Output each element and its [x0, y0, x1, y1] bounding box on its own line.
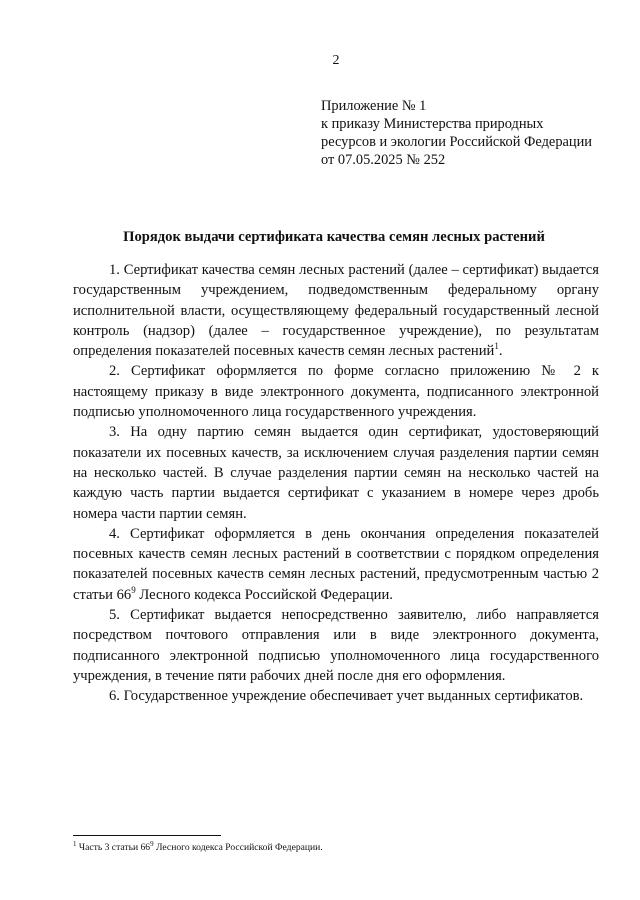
footnote-text: Часть 3 статьи 66	[76, 842, 151, 853]
appendix-line: ресурсов и экологии Российской Федерации	[321, 134, 593, 150]
footnote-divider	[73, 835, 221, 836]
paragraph-tail: Лесного кодекса Российской Федерации.	[135, 586, 393, 603]
paragraph-3: 3. На одну партию семян выдается один сертификат, удостоверяющий показатели их посевных качеств, за исключением случая разделения партии семян на несколько частей. В случае разделения партии семян на несколько частей на каждую часть партии выдается сертификат с указанием в номере через дробь номера части партии семян.	[73, 424, 599, 522]
appendix-header	[321, 97, 621, 169]
footnote-reference: 1	[494, 341, 499, 352]
footnote	[73, 839, 613, 854]
appendix-line: от 07.05.2025 № 252	[321, 152, 446, 168]
paragraph-5: 5. Сертификат выдается непосредственно заявителю, либо направляется посредством почтового отправления или в виде электронного документа, подписанного электронной подписью уполномоченного лица государственного учреждения, в течение пяти рабочих дней после дня его оформления.	[73, 607, 599, 684]
document-title: Порядок выдачи сертификата качества семян лесных растений	[123, 229, 545, 245]
paragraph-text: 1. Сертификат качества семян лесных растений (далее – сертификат) выдается государственным учреждением, подведомственным федеральному органу исполнительной власти, осуществляющему федеральный государственный лесной контроль (надзор) (далее – государственное учреждение), по результатам определения показателей посевных качеств семян лесных растений	[73, 262, 599, 360]
paragraph-1	[73, 260, 599, 361]
footnote-mark: 1	[73, 839, 77, 848]
paragraph-2: 2. Сертификат оформляется по форме согласно приложению № 2 к настоящему приказу в виде электронного документа, подписанного электронной подписью уполномоченного лица государственного учреждения.	[73, 363, 599, 421]
paragraph-text: 4. Сертификат оформляется в день окончания определения показателей посевных качеств семян лесных растений в соответствии с порядком определения показателей посевных качеств семян лесных растений, предусмотренным частью 2 статьи 66	[73, 525, 599, 603]
paragraph-tail: .	[498, 343, 503, 360]
article-superscript: 9	[131, 584, 136, 595]
paragraph-4	[73, 524, 599, 605]
paragraph-6: 6. Государственное учреждение обеспечивает учет выданных сертификатов.	[109, 688, 584, 705]
page-number: 2	[332, 53, 340, 68]
footnote-text-tail: Лесного кодекса Российской Федерации.	[153, 842, 323, 853]
appendix-line: Приложение № 1	[321, 98, 427, 114]
footnote-article-superscript: 9	[150, 839, 154, 848]
appendix-line: к приказу Министерства природных	[321, 116, 544, 132]
document-body	[73, 260, 599, 707]
